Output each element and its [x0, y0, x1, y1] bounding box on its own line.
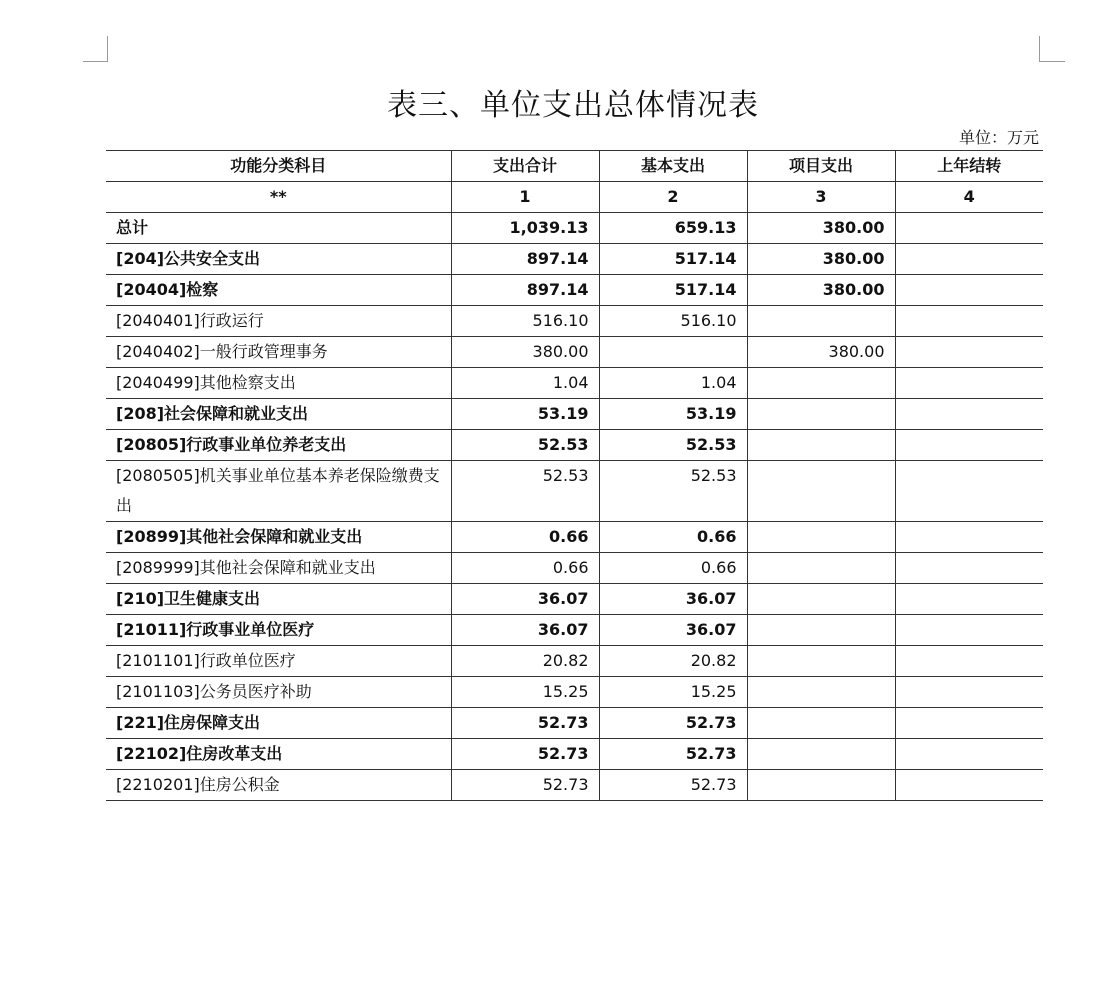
row-carryover-value — [895, 646, 1043, 677]
table-row — [106, 213, 1043, 244]
row-carryover-value — [895, 337, 1043, 368]
table-row — [106, 306, 1043, 337]
row-category-name: [2040402]一般行政管理事务 — [106, 337, 451, 368]
row-basic-value: 0.66 — [599, 522, 747, 553]
crop-mark-top-left-horizontal — [83, 61, 108, 62]
row-basic-value: 52.53 — [599, 461, 747, 522]
row-project-value — [747, 677, 895, 708]
row-category-name: [20404]检察 — [106, 275, 451, 306]
table-row — [106, 553, 1043, 584]
table-row — [106, 244, 1043, 275]
row-carryover-value — [895, 739, 1043, 770]
row-project-value — [747, 553, 895, 584]
row-category-name: [204]公共安全支出 — [106, 244, 451, 275]
table-row — [106, 677, 1043, 708]
header-row — [106, 151, 1043, 182]
table-row — [106, 615, 1043, 646]
row-category-name: [22102]住房改革支出 — [106, 739, 451, 770]
row-project-value — [747, 770, 895, 801]
row-project-value: 380.00 — [747, 213, 895, 244]
table-row — [106, 584, 1043, 615]
table-row — [106, 368, 1043, 399]
table-row — [106, 399, 1043, 430]
row-total-value: 0.66 — [451, 553, 599, 584]
row-total-value: 897.14 — [451, 275, 599, 306]
row-basic-value: 517.14 — [599, 244, 747, 275]
row-carryover-value — [895, 584, 1043, 615]
row-project-value — [747, 399, 895, 430]
row-total-value: 52.73 — [451, 739, 599, 770]
row-carryover-value — [895, 708, 1043, 739]
row-category-name: [2040401]行政运行 — [106, 306, 451, 337]
index-row — [106, 182, 1043, 213]
index-cell: 2 — [599, 182, 747, 213]
row-total-value: 20.82 — [451, 646, 599, 677]
row-project-value — [747, 306, 895, 337]
row-basic-value: 52.53 — [599, 430, 747, 461]
crop-mark-top-right-horizontal — [1039, 61, 1065, 62]
row-project-value — [747, 461, 895, 522]
row-category-name: [2101103]公务员医疗补助 — [106, 677, 451, 708]
row-total-value: 53.19 — [451, 399, 599, 430]
row-category-name: [20899]其他社会保障和就业支出 — [106, 522, 451, 553]
row-total-value: 52.53 — [451, 461, 599, 522]
row-basic-value: 516.10 — [599, 306, 747, 337]
row-carryover-value — [895, 430, 1043, 461]
header-basic-expenditure: 基本支出 — [599, 151, 747, 182]
row-carryover-value — [895, 553, 1043, 584]
row-carryover-value — [895, 615, 1043, 646]
row-project-value: 380.00 — [747, 275, 895, 306]
row-basic-value: 52.73 — [599, 770, 747, 801]
row-project-value — [747, 368, 895, 399]
crop-mark-top-right-vertical — [1039, 36, 1040, 61]
table-row — [106, 739, 1043, 770]
row-category-name: [2089999]其他社会保障和就业支出 — [106, 553, 451, 584]
index-cell: 1 — [451, 182, 599, 213]
header-total-expenditure: 支出合计 — [451, 151, 599, 182]
row-total-value: 52.53 — [451, 430, 599, 461]
table-row — [106, 430, 1043, 461]
row-basic-value: 52.73 — [599, 708, 747, 739]
row-carryover-value — [895, 368, 1043, 399]
row-project-value: 380.00 — [747, 337, 895, 368]
row-basic-value: 52.73 — [599, 739, 747, 770]
table-row — [106, 461, 1043, 522]
row-total-value: 516.10 — [451, 306, 599, 337]
row-basic-value: 20.82 — [599, 646, 747, 677]
row-project-value — [747, 646, 895, 677]
row-basic-value — [599, 337, 747, 368]
table-row — [106, 770, 1043, 801]
row-category-name: [210]卫生健康支出 — [106, 584, 451, 615]
row-total-value: 1,039.13 — [451, 213, 599, 244]
table-row — [106, 522, 1043, 553]
row-category-name: [208]社会保障和就业支出 — [106, 399, 451, 430]
expenditure-table — [106, 150, 1043, 801]
row-carryover-value — [895, 213, 1043, 244]
row-carryover-value — [895, 275, 1043, 306]
row-category-name: 总计 — [106, 213, 451, 244]
row-basic-value: 36.07 — [599, 584, 747, 615]
index-cell: 3 — [747, 182, 895, 213]
index-cell: ** — [106, 182, 451, 213]
row-category-name: [20805]行政事业单位养老支出 — [106, 430, 451, 461]
row-total-value: 36.07 — [451, 584, 599, 615]
index-cell: 4 — [895, 182, 1043, 213]
crop-mark-top-left-vertical — [107, 36, 108, 61]
row-basic-value: 517.14 — [599, 275, 747, 306]
row-total-value: 52.73 — [451, 708, 599, 739]
row-category-name: [2080505]机关事业单位基本养老保险缴费支出 — [106, 461, 451, 522]
row-project-value — [747, 739, 895, 770]
table-row — [106, 646, 1043, 677]
row-basic-value: 1.04 — [599, 368, 747, 399]
header-prior-year-carryover: 上年结转 — [895, 151, 1043, 182]
row-total-value: 52.73 — [451, 770, 599, 801]
table-row — [106, 708, 1043, 739]
table-row — [106, 337, 1043, 368]
row-carryover-value — [895, 306, 1043, 337]
row-total-value: 1.04 — [451, 368, 599, 399]
row-project-value — [747, 584, 895, 615]
row-carryover-value — [895, 770, 1043, 801]
row-total-value: 0.66 — [451, 522, 599, 553]
row-carryover-value — [895, 522, 1043, 553]
row-basic-value: 36.07 — [599, 615, 747, 646]
unit-label: 单位：万元 — [958, 128, 1039, 147]
page-title: 表三、单位支出总体情况表 — [387, 88, 759, 123]
row-project-value — [747, 430, 895, 461]
table-row — [106, 275, 1043, 306]
row-project-value — [747, 615, 895, 646]
header-function-category: 功能分类科目 — [106, 151, 451, 182]
row-carryover-value — [895, 461, 1043, 522]
row-basic-value: 53.19 — [599, 399, 747, 430]
row-project-value — [747, 522, 895, 553]
row-basic-value: 0.66 — [599, 553, 747, 584]
row-category-name: [21011]行政事业单位医疗 — [106, 615, 451, 646]
row-basic-value: 659.13 — [599, 213, 747, 244]
row-carryover-value — [895, 244, 1043, 275]
row-total-value: 897.14 — [451, 244, 599, 275]
header-project-expenditure: 项目支出 — [747, 151, 895, 182]
row-project-value: 380.00 — [747, 244, 895, 275]
row-total-value: 15.25 — [451, 677, 599, 708]
row-category-name: [2040499]其他检察支出 — [106, 368, 451, 399]
row-total-value: 36.07 — [451, 615, 599, 646]
row-project-value — [747, 708, 895, 739]
row-basic-value: 15.25 — [599, 677, 747, 708]
row-total-value: 380.00 — [451, 337, 599, 368]
row-category-name: [2210201]住房公积金 — [106, 770, 451, 801]
row-category-name: [221]住房保障支出 — [106, 708, 451, 739]
row-carryover-value — [895, 399, 1043, 430]
row-carryover-value — [895, 677, 1043, 708]
row-category-name: [2101101]行政单位医疗 — [106, 646, 451, 677]
